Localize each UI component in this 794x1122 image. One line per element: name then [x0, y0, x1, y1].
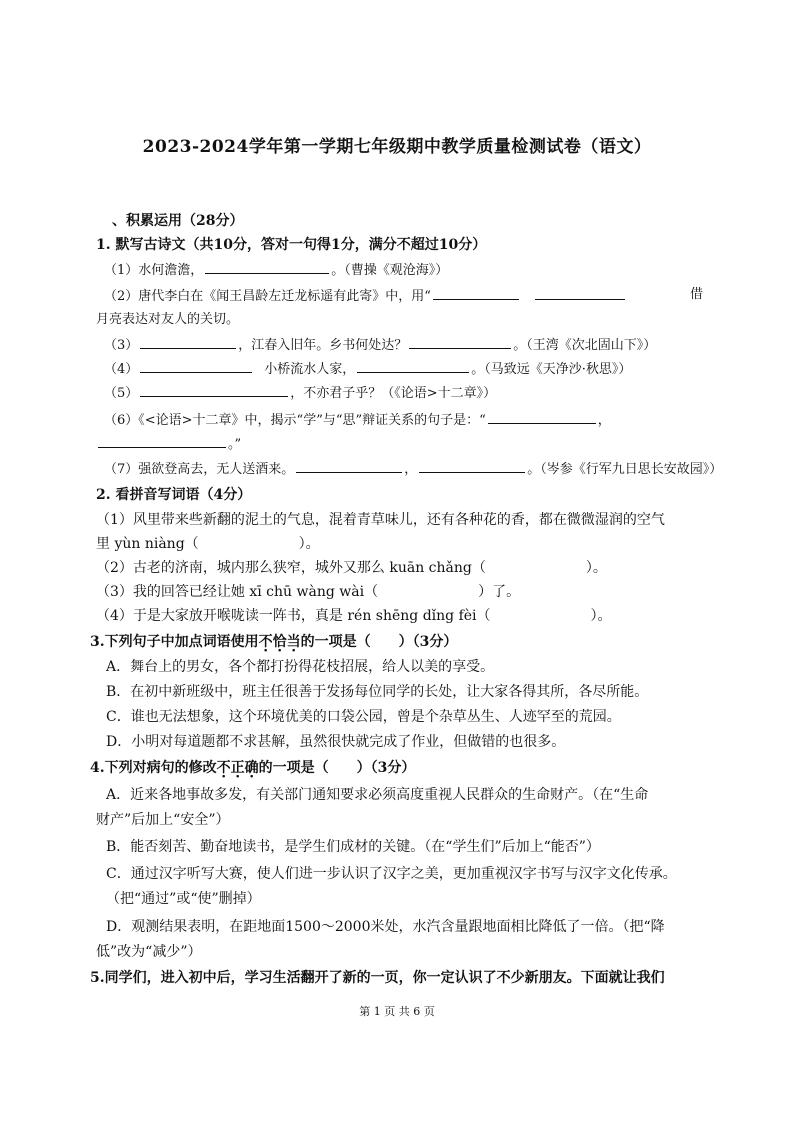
q4-heading-b: 的一项是（ ）（3分） — [258, 760, 416, 776]
q2-item-4 — [96, 607, 612, 625]
q4-option-d-line2: 低”改为“减少”） — [96, 944, 202, 960]
q3-heading-dot-2: 恰 — [272, 634, 287, 650]
answer-blank[interactable] — [296, 459, 402, 473]
q3-heading-dot-1: 不 — [258, 634, 273, 650]
answer-blank[interactable] — [205, 260, 329, 274]
q4-option-a-line2: 财产”后加上“安全”） — [96, 812, 230, 828]
q2-item-1-close: ）。 — [298, 536, 320, 552]
q1-item-5-text-b: ，不亦君子乎？（《论语>十二章》） — [290, 386, 497, 401]
q4-option-c[interactable]: C．通过汉字听写大赛，使人们进一步认识了汉字之美，更加重视汉字书写与汉字文化传承。 — [106, 866, 677, 882]
answer-blank[interactable] — [140, 359, 252, 373]
q1-item-6-line2 — [96, 434, 241, 454]
q2-item-2 — [96, 559, 607, 577]
q3-heading-b: 的一项是（ ）（3分） — [300, 634, 458, 650]
q1-item-7 — [104, 459, 722, 479]
page-number: 第 1 页 共 6 页 — [359, 1005, 435, 1018]
q2-heading: 2. 看拼音写词语（4分） — [96, 487, 252, 503]
q1-item-2-text-a: （2）唐代李白在《闻王昌龄左迁龙标遥有此寄》中，用“ — [104, 289, 431, 304]
q2-item-1: （1）风里带来些新翻的泥土的气息，混着青草味儿，还有各种花的香，都在微微湿润的空气 — [96, 512, 665, 528]
q1-item-7-text-b: ， — [404, 462, 418, 477]
q4-heading-dot-1: 不 — [216, 760, 231, 776]
q4-option-a[interactable]: A．近来各地事故多发，有关部门通知要求必须高度重视人民群众的生命财产。（在“生命 — [106, 787, 649, 803]
q3-option-a[interactable]: A．舞台上的男女，各个都打扮得花枝招展，给人以美的享受。 — [106, 659, 495, 675]
answer-blank[interactable] — [140, 335, 236, 349]
q3-heading — [90, 633, 457, 651]
answer-blank[interactable] — [488, 410, 596, 424]
q1-item-3-text-a: （3） — [104, 338, 139, 353]
answer-blank[interactable] — [357, 359, 469, 373]
q4-heading-dot-3: 确 — [244, 760, 259, 776]
q1-item-3 — [104, 335, 656, 355]
q1-item-4-text-c: 。（马致远《天净沙·秋思》） — [471, 362, 632, 377]
q4-heading-a: 4.下列对病句的修改 — [90, 760, 217, 776]
answer-blank[interactable] — [409, 335, 511, 349]
q4-option-d[interactable]: D．观测结果表明，在距地面1500～2000米处，水汽含量跟地面相比降低了一倍。（把“降 — [106, 919, 665, 935]
q1-item-6 — [104, 410, 611, 430]
page-title: 2023-2024学年第一学期七年级期中教学质量检测试卷（语文） — [142, 137, 652, 157]
q1-heading: 1. 默写古诗文（共10分，答对一句得1分，满分不超过10分） — [96, 237, 487, 253]
q1-item-2 — [104, 286, 627, 306]
answer-blank[interactable] — [433, 286, 519, 300]
q4-heading — [90, 759, 415, 777]
q1-item-4-text-a: （4） — [104, 362, 139, 377]
q2-item-3 — [96, 583, 520, 601]
q4-option-b[interactable]: B．能否刻苦、勤奋地读书，是学生们成材的关键。（在“学生们”后加上“能否”） — [106, 839, 600, 855]
q2-item-4-close: ）。 — [590, 608, 612, 624]
q1-item-1-text-a: （1）水何澹澹， — [104, 263, 204, 278]
answer-blank[interactable] — [535, 286, 625, 300]
q3-heading-dot-3: 当 — [286, 634, 301, 650]
q1-item-4 — [104, 359, 631, 379]
answer-blank[interactable] — [98, 434, 226, 448]
q1-item-3-text-b: ，江春入旧年。乡书何处达？ — [238, 338, 408, 353]
q2-item-4-text: （4）于是大家放开喉咙读一阵书，真是 rén shēng dǐng fèi（ — [96, 608, 491, 624]
q2-item-2-text: （2）古老的济南，城内那么狭窄，城外又那么 kuān chǎng（ — [96, 560, 486, 576]
q1-item-1-text-b: 。（曹操《观沧海》） — [331, 263, 449, 278]
answer-blank[interactable] — [140, 383, 288, 397]
q1-item-4-text-b: 小桥流水人家， — [264, 362, 356, 377]
q1-item-1 — [104, 260, 448, 280]
section-heading-accumulation: 、积累运用（28分） — [112, 213, 244, 229]
q2-item-3-text: （3）我的回答已经让她 xī chū wàng wài（ — [96, 584, 379, 600]
q2-item-3-close: ）了。 — [478, 584, 521, 600]
q2-item-1-line2 — [96, 535, 320, 553]
answer-blank[interactable] — [419, 459, 525, 473]
q3-option-c[interactable]: C．谁也无法想象，这个环境优美的口袋公园，曾是个杂草丛生、人迹罕至的荒园。 — [106, 709, 621, 725]
q3-heading-a: 3.下列句子中加点词语使用 — [90, 634, 259, 650]
q3-option-d[interactable]: D．小明对每道题都不求甚解，虽然很快就完成了作业，但做错的也很多。 — [106, 734, 566, 750]
q1-item-5 — [104, 383, 496, 403]
q1-item-6-text-b: ， — [597, 413, 611, 428]
q3-option-b[interactable]: B．在初中新班级中，班主任很善于发扬每位同学的长处，让大家各得其所，各尽所能。 — [106, 684, 649, 700]
q1-item-6-text-c: 。” — [228, 437, 242, 452]
q4-heading-dot-2: 正 — [230, 760, 245, 776]
q1-item-5-text-a: （5） — [104, 386, 139, 401]
q1-item-2-text-b: 借 — [690, 287, 704, 302]
q1-item-6-text-a: （6）《<论语>十二章》中，揭示“学”与“思”辩证关系的句子是：“ — [104, 413, 486, 428]
q2-item-2-close: ）。 — [585, 560, 607, 576]
q1-item-7-text-c: 。（岑参《行军九日思长安故园》） — [527, 462, 723, 477]
q1-item-3-text-c: 。（王湾《次北固山下》） — [513, 338, 657, 353]
q1-item-2-text-c: 月亮表达对友人的关切。 — [96, 312, 240, 327]
q4-option-c-line2: （把“通过”或“使”删掉） — [106, 891, 261, 907]
q2-item-1-pinyin: 里 yùn niàng（ — [96, 536, 199, 552]
q5-heading: 5.同学们，进入初中后，学习生活翻开了新的一页，你一定认识了不少新朋友。下面就让我们 — [90, 970, 665, 986]
q1-item-7-text-a: （7）强欲登高去，无人送酒来。 — [104, 462, 295, 477]
